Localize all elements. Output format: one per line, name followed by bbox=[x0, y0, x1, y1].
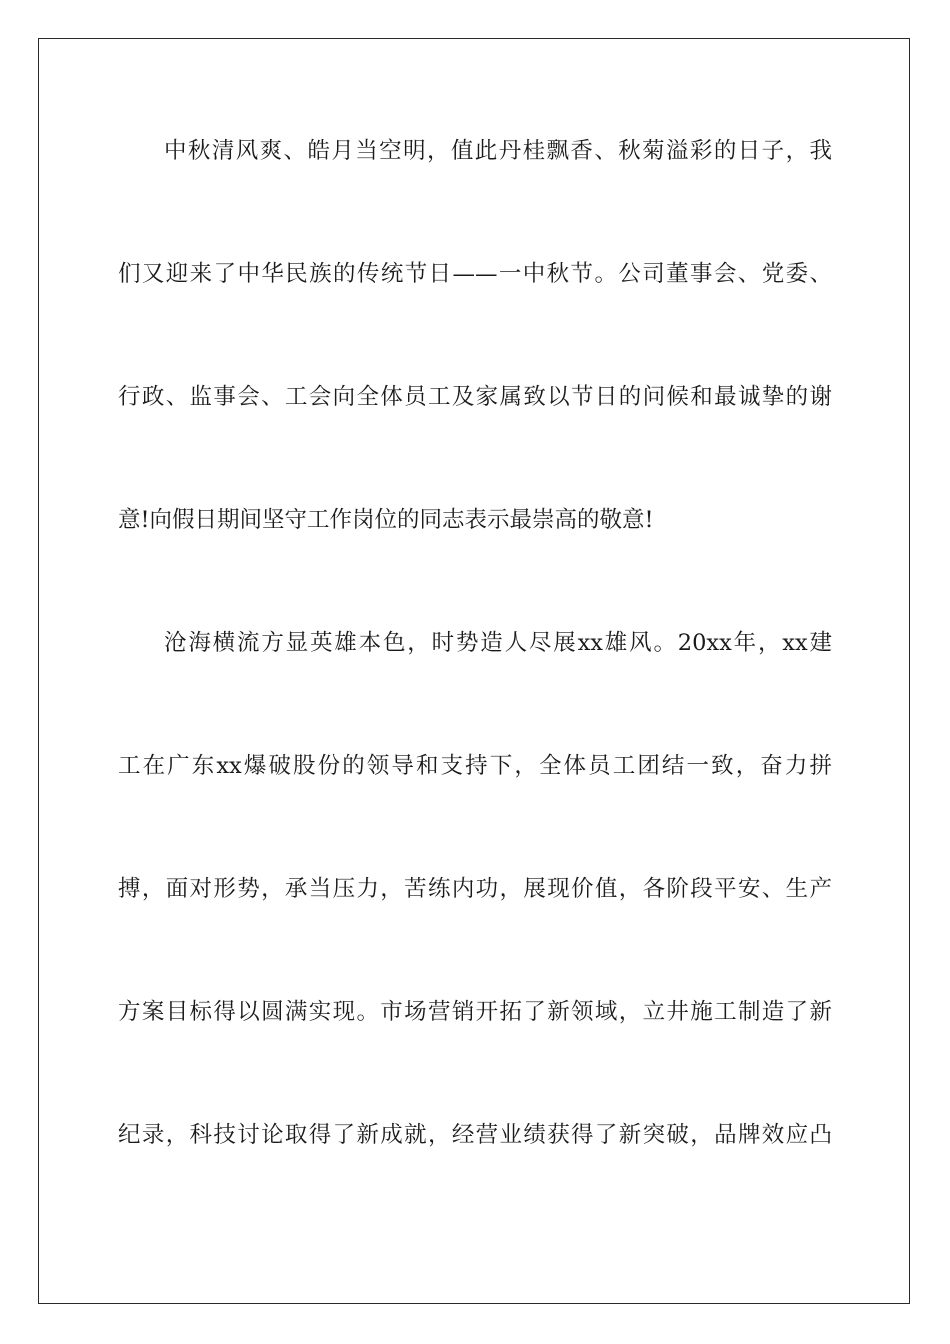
text-line: 中秋清风爽、皓月当空明，值此丹桂飘香、秋菊溢彩的日子，我 bbox=[164, 138, 832, 164]
text-line: 方案目标得以圆满实现。市场营销开拓了新领域，立井施工制造了新 bbox=[118, 999, 832, 1025]
text-line: 们又迎来了中华民族的传统节日——一中秋节。公司董事会、党委、 bbox=[118, 261, 832, 287]
page-border bbox=[38, 38, 910, 1304]
text-line: 意!向假日期间坚守工作岗位的同志表示最崇高的敬意! bbox=[118, 507, 654, 533]
text-line: 行政、监事会、工会向全体员工及家属致以节日的问候和最诚挚的谢 bbox=[118, 384, 832, 410]
text-line: 纪录，科技讨论取得了新成就，经营业绩获得了新突破，品牌效应凸 bbox=[118, 1122, 832, 1148]
text-line: 工在广东xx爆破股份的领导和支持下，全体员工团结一致，奋力拼 bbox=[118, 753, 832, 779]
text-line: 搏，面对形势，承当压力，苦练内功，展现价值，各阶段平安、生产 bbox=[118, 876, 832, 902]
text-line: 沧海横流方显英雄本色，时势造人尽展xx雄风。20xx年，xx建 bbox=[164, 630, 832, 656]
